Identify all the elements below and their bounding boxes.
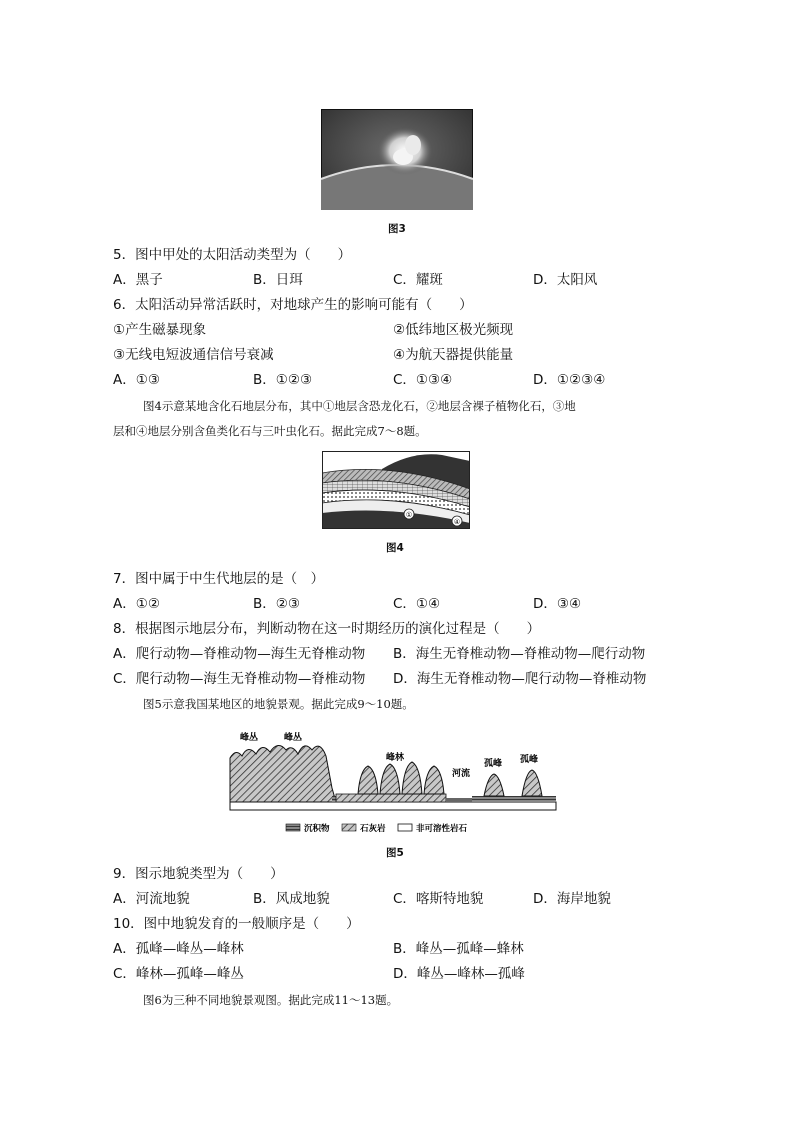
question-5-stem: 5．图中甲处的太阳活动类型为（ ） (113, 247, 352, 263)
q8-option-d: D．海生无脊椎动物—爬行动物—脊椎动物 (393, 671, 647, 687)
question-7-stem: 7．图中属于中生代地层的是（ ） (113, 571, 325, 587)
intro-9-10: 图5示意我国某地区的地貌景观。据此完成9～10题。 (143, 697, 414, 711)
figure-5-label-fengcong-1: 峰丛 (240, 733, 259, 743)
intro-7-8-line2: 层和④地层分别含鱼类化石与三叶虫化石。据此完成7～8题。 (113, 424, 427, 438)
q9-option-a: A．河流地貌 (113, 891, 190, 907)
q8-option-c: C．爬行动物—海生无脊椎动物—脊椎动物 (113, 671, 366, 687)
figure-4-caption: 图4 (386, 542, 404, 554)
q9-option-d: D．海岸地貌 (533, 891, 611, 907)
q6-item-2: ②低纬地区极光频现 (393, 322, 514, 338)
q10-option-b: B．峰丛—孤峰—蜂林 (393, 941, 524, 957)
q7-option-a: A．①② (113, 596, 160, 612)
legend-sediment-swatch (286, 824, 300, 831)
q7-option-b: B．②③ (253, 596, 300, 612)
q5-option-d: D．太阳风 (533, 272, 598, 288)
legend-limestone-swatch (342, 824, 356, 831)
question-9-stem: 9．图示地貌类型为（ ） (113, 866, 284, 882)
figure-5-karst-diagram (226, 726, 562, 838)
legend-nonsoluble-label: 非可溶性岩石 (416, 824, 468, 834)
q10-option-c: C．峰林—孤峰—峰丛 (113, 966, 244, 982)
figure-5-caption: 图5 (386, 847, 404, 859)
question-6-stem: 6．太阳活动异常活跃时，对地球产生的影响可能有（ ） (113, 297, 473, 313)
figure-5-label-fengcong-2: 峰丛 (284, 733, 303, 743)
q6-option-d: D．①②③④ (533, 372, 606, 388)
figure-5-label-gufeng-2: 孤峰 (520, 755, 539, 765)
q6-option-b: B．①②③ (253, 372, 313, 388)
q5-option-b: B．日珥 (253, 272, 303, 288)
q8-option-a: A．爬行动物—脊椎动物—海生无脊椎动物 (113, 646, 366, 662)
figure-5-label-fenglin: 峰林 (386, 753, 405, 763)
q5-option-a: A．黑子 (113, 272, 163, 288)
q10-option-a: A．孤峰—峰丛—峰林 (113, 941, 244, 957)
question-8-stem: 8．根据图示地层分布，判断动物在这一时期经历的演化过程是（ ） (113, 621, 541, 637)
figure-3-caption: 图3 (388, 223, 406, 235)
intro-11-13: 图6为三种不同地貌景观图。据此完成11～13题。 (143, 993, 399, 1007)
q9-option-b: B．风成地貌 (253, 891, 330, 907)
q6-item-4: ④为航天器提供能量 (393, 347, 514, 363)
q5-option-c: C．耀斑 (393, 272, 443, 288)
q8-option-b: B．海生无脊椎动物—脊椎动物—爬行动物 (393, 646, 646, 662)
legend-limestone-label: 石灰岩 (360, 824, 386, 834)
question-10-stem: 10．图中地貌发育的一般顺序是（ ） (113, 916, 360, 932)
figure-3-photo (321, 109, 473, 210)
figure-4-label-4: ④ (453, 518, 461, 526)
q7-option-c: C．①④ (393, 596, 441, 612)
figure-5-label-river: 河流 (452, 769, 471, 779)
intro-7-8-line1: 图4示意某地含化石地层分布，其中①地层含恐龙化石，②地层含裸子植物化石，③地 (143, 399, 576, 413)
legend-sediment-label: 沉积物 (304, 824, 330, 834)
q10-option-d: D．峰丛—峰林—孤峰 (393, 966, 525, 982)
q6-option-c: C．①③④ (393, 372, 453, 388)
q7-option-d: D．③④ (533, 596, 582, 612)
q6-item-3: ③无线电短波通信信号衰减 (113, 347, 274, 363)
figure-4-label-1: ① (405, 511, 413, 519)
q6-option-a: A．①③ (113, 372, 160, 388)
q6-item-1: ①产生磁暴现象 (113, 322, 207, 338)
q9-option-c: C．喀斯特地貌 (393, 891, 484, 907)
figure-5-label-gufeng-1: 孤峰 (484, 759, 503, 769)
legend-nonsoluble-swatch (398, 824, 412, 831)
figure-4-strata-diagram (322, 451, 470, 529)
